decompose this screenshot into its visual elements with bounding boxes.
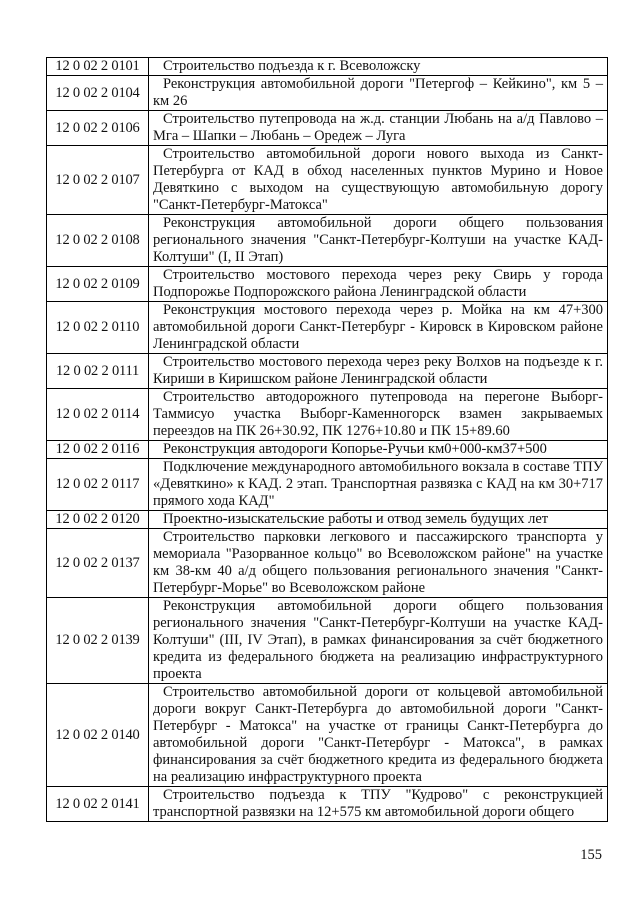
table-row — [47, 354, 608, 389]
page-number: 155 — [580, 847, 602, 863]
table-row — [47, 302, 608, 354]
project-description-cell: Реконструкция автодороги Копорье-Ручьи км0+000-км37+500 — [149, 441, 608, 459]
table-row — [47, 267, 608, 302]
project-description-cell: Строительство автодорожного путепровода на перегоне Выборг-Таммисуо участка Выборг-Каменногорск взамен закрываемых переездов на ПК 26+30.92, ПК 1276+10.80 и ПК 15+89.60 — [149, 389, 608, 441]
project-description-cell: Строительство подъезда к г. Всеволожску — [149, 58, 608, 76]
project-description-cell: Реконструкция автомобильной дороги "Петергоф – Кейкино", км 5 – км 26 — [149, 76, 608, 111]
budget-code-cell: 12 0 02 2 0139 — [47, 598, 149, 684]
budget-code-cell: 12 0 02 2 0108 — [47, 215, 149, 267]
budget-code-cell: 12 0 02 2 0107 — [47, 146, 149, 215]
table-row — [47, 111, 608, 146]
table-row — [47, 787, 608, 822]
table-row — [47, 598, 608, 684]
table-row — [47, 511, 608, 529]
budget-code-cell: 12 0 02 2 0120 — [47, 511, 149, 529]
project-description-cell: Строительство автомобильной дороги нового выхода из Санкт-Петербурга от КАД в обход населенных пунктов Мурино и Новое Девяткино с выходом на существующую автомобильную дорогу "Санкт-Петербург-Матокса" — [149, 146, 608, 215]
project-description-cell: Строительство путепровода на ж.д. станции Любань на а/д Павлово – Мга – Шапки – Любань – Оредеж – Луга — [149, 111, 608, 146]
project-description-cell: Реконструкция автомобильной дороги общего пользования регионального значения "Санкт-Петербург-Колтуши на участке КАД-Колтуши" (III, IV Этап), в рамках финансирования за счёт бюджетного кредита из федерального бюджета на реализацию инфраструктурного проекта — [149, 598, 608, 684]
budget-code-cell: 12 0 02 2 0116 — [47, 441, 149, 459]
table-row — [47, 146, 608, 215]
table-row — [47, 459, 608, 511]
budget-code-cell: 12 0 02 2 0114 — [47, 389, 149, 441]
table-row — [47, 215, 608, 267]
project-description-cell: Строительство подъезда к ТПУ "Кудрово" с реконструкцией транспортной развязки на 12+575 км автомобильной дороги общего — [149, 787, 608, 822]
budget-code-cell: 12 0 02 2 0117 — [47, 459, 149, 511]
table-row — [47, 684, 608, 787]
project-description-cell: Строительство парковки легкового и пассажирского транспорта у мемориала "Разорванное кольцо" во Всеволожском районе" на участке км 38-км 40 а/д общего пользования регионального значения "Санкт-Петербург-Морье" во Всеволожском районе — [149, 529, 608, 598]
table-body — [47, 58, 608, 822]
budget-code-cell: 12 0 02 2 0137 — [47, 529, 149, 598]
budget-code-cell: 12 0 02 2 0140 — [47, 684, 149, 787]
budget-codes-table — [46, 57, 608, 822]
table-row — [47, 441, 608, 459]
project-description-cell: Проектно-изыскательские работы и отвод земель будущих лет — [149, 511, 608, 529]
table-row — [47, 58, 608, 76]
project-description-cell: Строительство мостового перехода через реку Свирь у города Подпорожье Подпорожского района Ленинградской области — [149, 267, 608, 302]
budget-code-cell: 12 0 02 2 0106 — [47, 111, 149, 146]
budget-code-cell: 12 0 02 2 0141 — [47, 787, 149, 822]
table-row — [47, 529, 608, 598]
table-row — [47, 389, 608, 441]
project-description-cell: Строительство автомобильной дороги от кольцевой автомобильной дороги вокруг Санкт-Петербурга до автомобильной дороги "Санкт-Петербург - Матокса" на участке от границы Санкт-Петербурга до автомобильной дороги "Санкт-Петербург - Матокса", в рамках финансирования за счёт бюджетного кредита из федерального бюджета на реализацию инфраструктурного проекта — [149, 684, 608, 787]
project-description-cell: Реконструкция мостового перехода через р. Мойка на км 47+300 автомобильной дороги Санкт-Петербург - Кировск в Кировском районе Ленинградской области — [149, 302, 608, 354]
budget-code-cell: 12 0 02 2 0104 — [47, 76, 149, 111]
budget-code-cell: 12 0 02 2 0110 — [47, 302, 149, 354]
project-description-cell: Реконструкция автомобильной дороги общего пользования регионального значения "Санкт-Петербург-Колтуши на участке КАД-Колтуши" (I, II Этап) — [149, 215, 608, 267]
budget-code-cell: 12 0 02 2 0111 — [47, 354, 149, 389]
budget-code-cell: 12 0 02 2 0101 — [47, 58, 149, 76]
budget-code-cell: 12 0 02 2 0109 — [47, 267, 149, 302]
table-row — [47, 76, 608, 111]
project-description-cell: Строительство мостового перехода через реку Волхов на подъезде к г. Кириши в Киришском районе Ленинградской области — [149, 354, 608, 389]
project-description-cell: Подключение международного автомобильного вокзала в составе ТПУ «Девяткино» к КАД. 2 этап. Транспортная развязка с КАД на км 30+717 прямого хода КАД" — [149, 459, 608, 511]
